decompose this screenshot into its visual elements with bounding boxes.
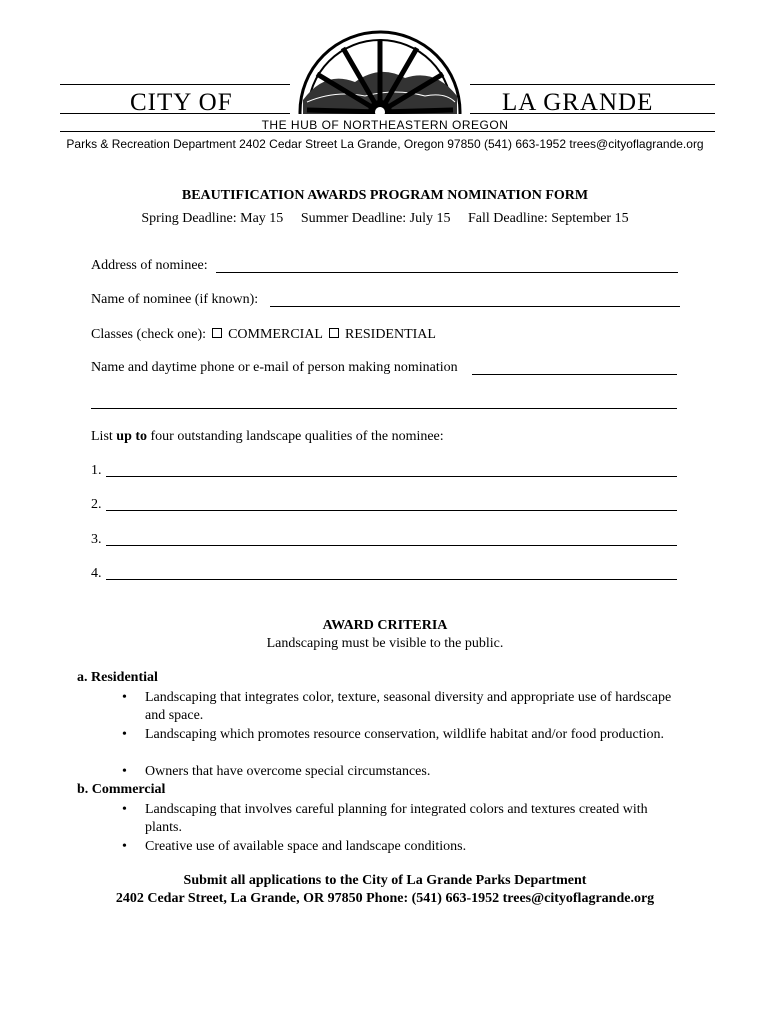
bullet-icon: • <box>122 764 127 779</box>
residential-checkbox[interactable] <box>329 328 339 338</box>
classes-label: Classes (check one): <box>91 327 207 342</box>
criteria-heading: AWARD CRITERIA <box>322 618 448 633</box>
commercial-checkbox[interactable] <box>212 328 222 338</box>
quality-number-1: 1. <box>91 463 102 478</box>
header-rule-top-left <box>60 84 290 85</box>
header-rule-top-right <box>470 84 715 85</box>
bullet-icon: • <box>122 727 127 742</box>
residential-criterion-1: • Landscaping that integrates color, texture, seasonal diversity and appropriate use of hardscape and space. <box>122 690 672 723</box>
quality-number-2: 2. <box>91 497 102 512</box>
submit-address: 2402 Cedar Street, La Grande, OR 97850 Phone: (541) 663-1952 trees@cityoflagrande.org <box>115 891 655 906</box>
quality-field-1[interactable] <box>106 476 677 477</box>
deadlines <box>0 211 770 227</box>
city-of-text: CITY OF <box>130 89 233 116</box>
form-title: BEAUTIFICATION AWARDS PROGRAM NOMINATION FORM <box>181 188 589 203</box>
nominee-name-field[interactable] <box>270 306 680 307</box>
spring-deadline: Spring Deadline: May 15 <box>141 211 284 226</box>
bullet-icon: • <box>122 802 127 817</box>
commercial-label: COMMERCIAL <box>228 327 323 342</box>
quality-number-4: 4. <box>91 566 102 581</box>
tagline: THE HUB OF NORTHEASTERN OREGON <box>261 118 509 132</box>
residential-heading: a. Residential <box>77 670 158 685</box>
commercial-criterion-1: • Landscaping that involves careful planning for integrated colors and textures created with plants. <box>122 802 648 835</box>
commercial-criterion-2: • Creative use of available space and landscape conditions. <box>122 839 467 854</box>
quality-field-4[interactable] <box>106 579 677 580</box>
bullet-icon: • <box>122 690 127 705</box>
bullet-icon: • <box>122 839 127 854</box>
address-field[interactable] <box>216 272 678 273</box>
address-label: Address of nominee: <box>91 258 208 273</box>
residential-label: RESIDENTIAL <box>344 327 436 342</box>
nominator-field[interactable] <box>472 374 677 375</box>
nominator-field-2[interactable] <box>91 408 677 409</box>
nominee-name-label: Name of nominee (if known): <box>91 292 259 307</box>
quality-field-3[interactable] <box>106 545 677 546</box>
la-grande-text: LA GRANDE <box>502 89 654 116</box>
residential-criterion-2: • Landscaping which promotes resource conservation, wildlife habitat and/or food production. <box>122 727 665 742</box>
qualities-label: List up to four outstanding landscape qualities of the nominee: <box>91 429 444 444</box>
quality-field-2[interactable] <box>106 510 677 511</box>
residential-criterion-3: • Owners that have overcome special circumstances. <box>122 764 431 779</box>
classes-row <box>91 327 436 343</box>
quality-number-3: 3. <box>91 532 102 547</box>
nominator-label: Name and daytime phone or e-mail of person making nomination <box>91 360 458 375</box>
summer-deadline: Summer Deadline: July 15 <box>300 211 451 226</box>
wagon-wheel-seal-icon <box>285 30 475 120</box>
criteria-subheading: Landscaping must be visible to the public. <box>266 636 504 651</box>
contact-line: Parks & Recreation Department 2402 Cedar Street La Grande, Oregon 97850 (541) 663-1952 trees@cityoflagrande.org <box>66 137 704 151</box>
commercial-heading: b. Commercial <box>77 782 166 797</box>
submit-instructions: Submit all applications to the City of La Grande Parks Department <box>183 873 587 888</box>
fall-deadline: Fall Deadline: September 15 <box>468 211 629 226</box>
